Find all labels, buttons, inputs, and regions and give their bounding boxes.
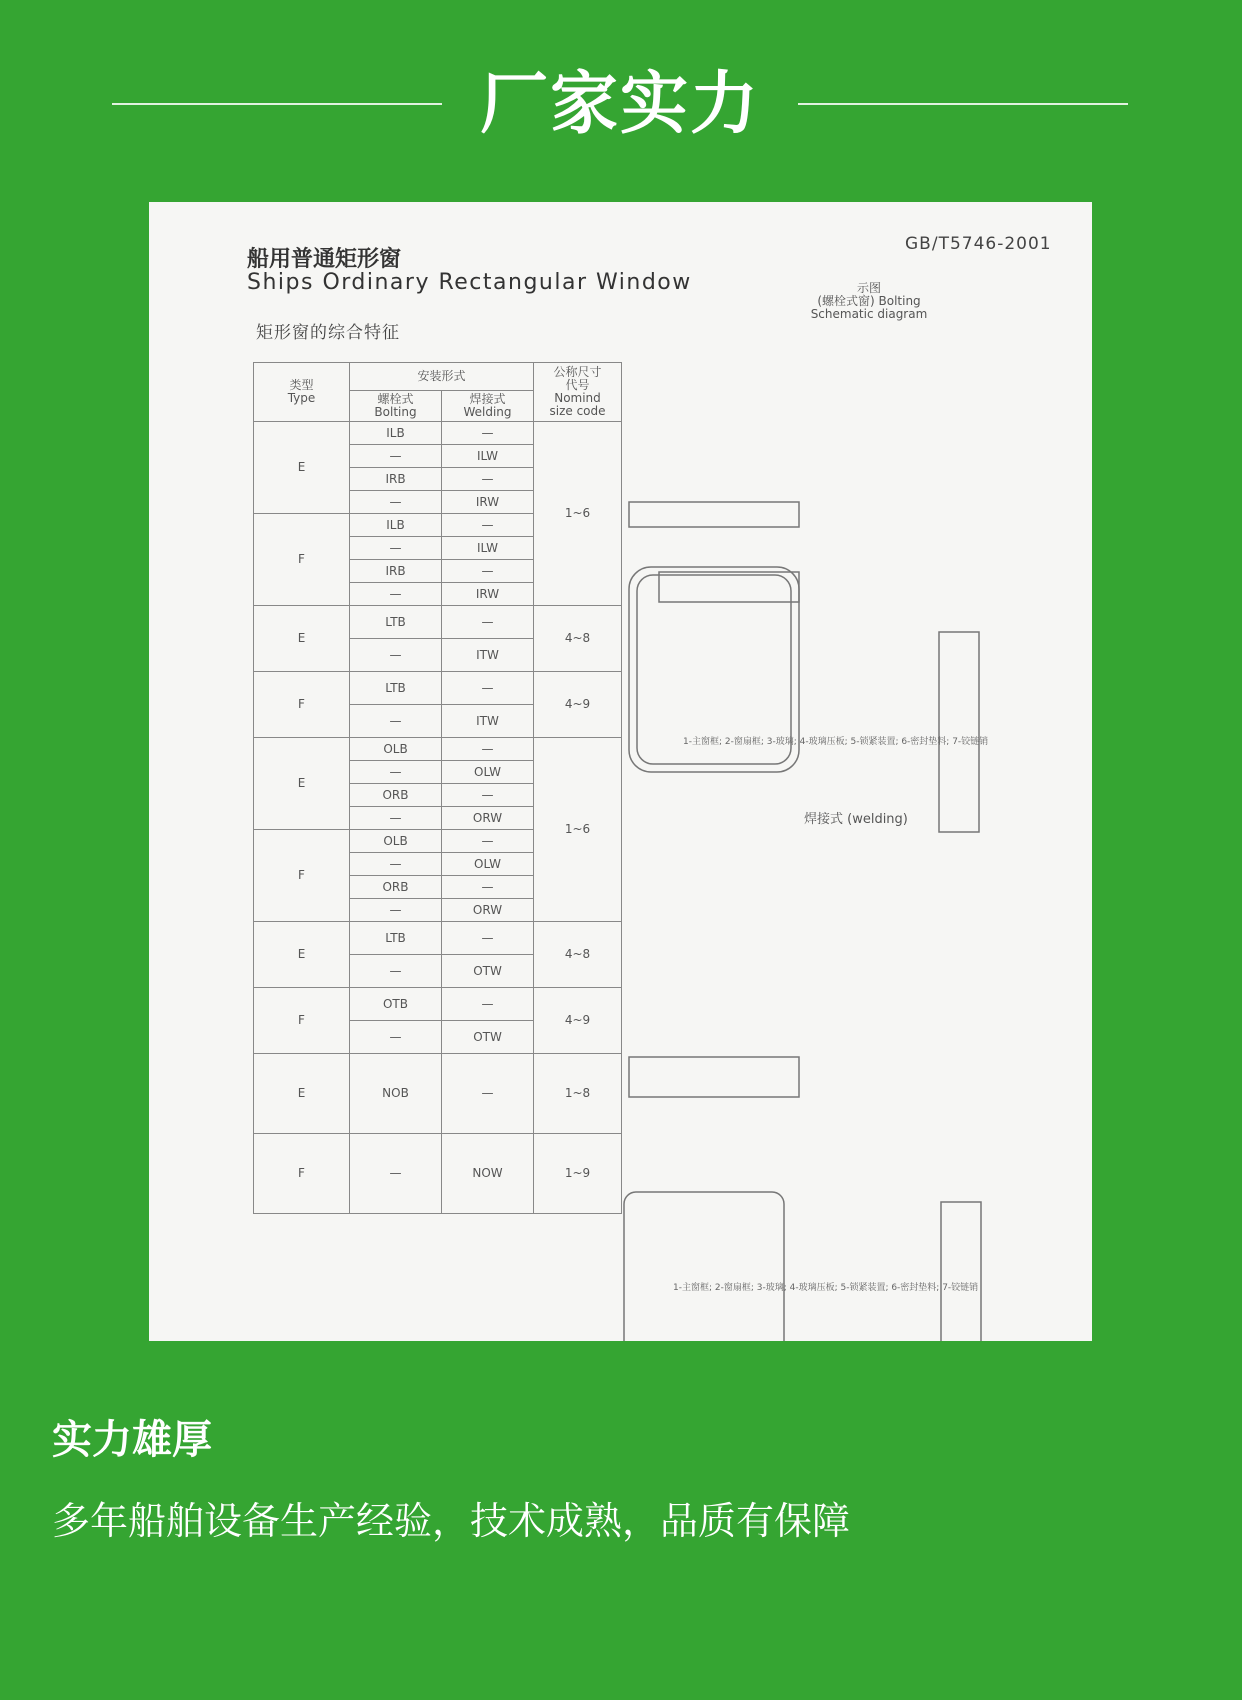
table-cell: — — [442, 922, 534, 955]
table-cell: — — [350, 639, 442, 672]
table-cell: ILB — [350, 422, 442, 445]
table-cell: IRW — [442, 491, 534, 514]
table-cell: ORW — [442, 899, 534, 922]
table-cell: — — [442, 1054, 534, 1134]
table-cell: ILW — [442, 445, 534, 468]
table-cell: ITW — [442, 705, 534, 738]
schematic-line-1: 示图 — [856, 281, 881, 295]
table-cell: — — [442, 988, 534, 1021]
table-cell: — — [442, 560, 534, 583]
table-cell: OLB — [350, 830, 442, 853]
table-cell: — — [350, 761, 442, 784]
table-cell: — — [442, 830, 534, 853]
table-cell: 4~8 — [534, 606, 622, 672]
table-cell: IRW — [442, 583, 534, 606]
table-cell: — — [350, 705, 442, 738]
table-cell: E — [254, 738, 350, 830]
table-cell: 1~6 — [534, 422, 622, 606]
table-cell: — — [442, 738, 534, 761]
table-cell: LTB — [350, 922, 442, 955]
table-cell: F — [254, 1134, 350, 1214]
table-cell: — — [442, 514, 534, 537]
table-cell: F — [254, 672, 350, 738]
bolting-section-top — [659, 572, 799, 602]
table-row — [254, 422, 622, 445]
schematic-line-3: Schematic diagram — [810, 307, 928, 321]
table-cell: 1~9 — [534, 1134, 622, 1214]
table-cell: OTW — [442, 1021, 534, 1054]
page-title: 厂家实力 — [479, 65, 760, 144]
table-cell: ORB — [350, 876, 442, 899]
col-bolting: 螺栓式 Bolting — [350, 391, 442, 422]
table-cell: E — [254, 422, 350, 514]
table-cell: E — [254, 606, 350, 672]
schematic-line-2: (螺栓式窗) Bolting — [817, 294, 921, 308]
section-title: 实力雄厚 — [52, 1417, 212, 1463]
table-cell: OTB — [350, 988, 442, 1021]
window-drawings — [609, 402, 1089, 1341]
bolting-side-view — [939, 632, 979, 832]
schematic-caption — [769, 282, 969, 321]
doc-standard-code: GB/T5746-2001 — [905, 234, 1052, 254]
table-cell: NOB — [350, 1054, 442, 1134]
table-cell: ILW — [442, 537, 534, 560]
table-cell: — — [350, 807, 442, 830]
doc-title-cn: 船用普通矩形窗 — [247, 247, 402, 272]
table-cell: — — [442, 606, 534, 639]
col-welding: 焊接式 Welding — [442, 391, 534, 422]
table-row — [254, 1054, 622, 1134]
table-cell: — — [350, 899, 442, 922]
doc-subtitle: 矩形窗的综合特征 — [256, 323, 400, 343]
table-row — [254, 1134, 622, 1214]
table-cell: ILB — [350, 514, 442, 537]
table-cell: — — [350, 537, 442, 560]
table-cell: — — [442, 672, 534, 705]
table-row — [254, 738, 622, 761]
header-divider-right — [798, 103, 1128, 105]
table-cell: 4~8 — [534, 922, 622, 988]
legend-bolting: 1-主窗框; 2-窗扇框; 3-玻璃; 4-玻璃压板; 5-锁紧装置; 6-密封垫料; 7-铰链销 — [683, 737, 989, 747]
table-row — [254, 988, 622, 1021]
table-row — [254, 922, 622, 955]
header-divider-left — [112, 103, 442, 105]
table-cell: OLW — [442, 853, 534, 876]
table-cell: — — [442, 468, 534, 491]
table-cell: — — [350, 491, 442, 514]
table-cell: — — [350, 955, 442, 988]
table-cell: 4~9 — [534, 672, 622, 738]
welding-section-view — [629, 1057, 799, 1097]
table-cell: F — [254, 514, 350, 606]
table-cell: E — [254, 922, 350, 988]
scanned-spec-sheet — [149, 202, 1092, 1341]
welding-caption: 焊接式 (welding) — [804, 812, 908, 827]
welding-front-view — [624, 1192, 784, 1341]
table-cell: IRB — [350, 468, 442, 491]
doc-title-en: Ships Ordinary Rectangular Window — [247, 270, 692, 295]
table-cell: — — [442, 876, 534, 899]
table-cell: — — [350, 1021, 442, 1054]
table-cell: F — [254, 988, 350, 1054]
table-row — [254, 606, 622, 639]
bolting-section-view — [629, 502, 799, 527]
welding-side-view — [941, 1202, 981, 1341]
col-type: 类型 Type — [254, 363, 350, 422]
section-description: 多年船舶设备生产经验，技术成熟，品质有保障 — [52, 1499, 851, 1543]
table-row — [254, 672, 622, 705]
table-cell: ORW — [442, 807, 534, 830]
table-cell: — — [350, 1134, 442, 1214]
table-cell: E — [254, 1054, 350, 1134]
table-cell: ITW — [442, 639, 534, 672]
table-cell: 4~9 — [534, 988, 622, 1054]
col-install: 安装形式 — [350, 363, 534, 391]
table-cell: 1~8 — [534, 1054, 622, 1134]
table-cell: ORB — [350, 784, 442, 807]
table-cell: LTB — [350, 606, 442, 639]
table-cell: — — [350, 583, 442, 606]
table-cell: — — [442, 422, 534, 445]
table-cell: IRB — [350, 560, 442, 583]
table-cell: 1~6 — [534, 738, 622, 922]
table-cell: NOW — [442, 1134, 534, 1214]
table-cell: LTB — [350, 672, 442, 705]
spec-table — [253, 362, 622, 1214]
table-cell: OTW — [442, 955, 534, 988]
table-cell: — — [350, 853, 442, 876]
legend-welding: 1-主窗框; 2-窗扇框; 3-玻璃; 4-玻璃压板; 5-锁紧装置; 6-密封垫料; 7-铰链销 — [673, 1283, 979, 1293]
table-cell: — — [350, 445, 442, 468]
table-cell: F — [254, 830, 350, 922]
table-cell: — — [442, 784, 534, 807]
table-cell: OLW — [442, 761, 534, 784]
col-size: 公称尺寸 代号 Nomind size code — [534, 363, 622, 422]
table-cell: OLB — [350, 738, 442, 761]
